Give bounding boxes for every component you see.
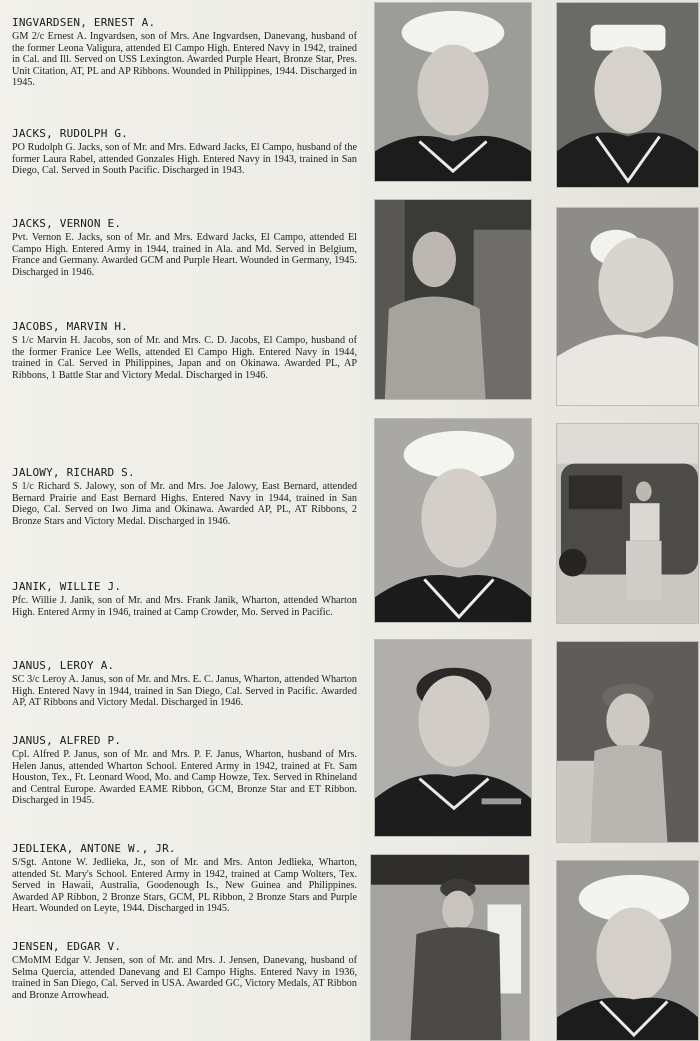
- portrait-photo-jacks-rudolph: [556, 2, 699, 188]
- entry-jacks-vernon: [12, 217, 357, 278]
- portrait-photo-janus-leroy: [374, 639, 532, 837]
- portrait-photo-jedlieka: [370, 854, 530, 1041]
- entry-jalowy: [12, 466, 357, 527]
- portrait-photo-ingvardsen: [374, 2, 532, 182]
- entry-body: GM 2/c Ernest A. Ingvardsen, son of Mrs. Ane Ingvardsen, Danevang, husband of the former Leona Valigura, attended El Campo High. Entered Navy in 1942, trained in Cal. and Ill. Served on USS Lexington. Awarded Purple Heart, Bronze Star, Pres. Unit Citation, AT, PL and AP Ribbons. Wounded in Philippines, 1944. Discharged in 1945.: [12, 31, 357, 89]
- entry-jensen: [12, 940, 357, 1001]
- entry-janik: [12, 580, 357, 618]
- portrait-photo-jacks-vernon: [374, 199, 532, 400]
- entry-body: S 1/c Richard S. Jalowy, son of Mr. and Mrs. Joe Jalowy, East Bernard, attended Bernard Prairie and East Bernard Highs. Entered Navy in 1944, trained in San Diego, Cal. Served on Iwo Jima and Okinawa. Awarded AP, PL, AT Ribbons, 2 Bronze Stars and Victory Medal. Discharged in 1946.: [12, 481, 357, 527]
- portrait-photo-jensen: [556, 860, 699, 1041]
- entry-name: JANUS, LEROY A.: [12, 659, 115, 672]
- entry-body: Cpl. Alfred P. Janus, son of Mr. and Mrs. P. F. Janus, Wharton, husband of Mrs. Helen Janus, attended Wharton School. Entered Army in 1942, trained at Ft. Sam Houston, Tex., Ft. Leonard Wood, Mo. and Camp Howze, Tex. Served in Rhineland and Central Europe. Awarded EAME Ribbon, GCM, Bronze Star and ET Ribbon. Discharged in 1945.: [12, 749, 357, 807]
- entry-body: PO Rudolph G. Jacks, son of Mr. and Mrs. Edward Jacks, El Campo, husband of the former Laura Rabel, attended Gonzales High. Entered Navy in 1943, trained in San Diego, Cal. Served in South Pacific. Discharged in 1943.: [12, 142, 357, 177]
- entry-name: JALOWY, RICHARD S.: [12, 466, 135, 479]
- entry-name: JACKS, VERNON E.: [12, 217, 122, 230]
- portrait-photo-jacobs: [556, 207, 699, 406]
- entry-name: INGVARDSEN, ERNEST A.: [12, 16, 156, 29]
- entry-name: JACKS, RUDOLPH G.: [12, 127, 128, 140]
- entry-body: S/Sgt. Antone W. Jedlieka, Jr., son of Mr. and Mrs. Anton Jedlieka, Wharton, attended St. Mary's School. Entered Army in 1942, trained at Camp Wolters, Tex. Served in Hawaii, Australia, Goodenough Is., New Guinea and Philippines. Awarded AP Ribbon, 2 Bronze Stars, GCM, PL Ribbon, 2 Bronze Stars and Purple Heart. Wounded on Leyte, 1944. Discharged in 1945.: [12, 857, 357, 915]
- portrait-photo-janus-alfred: [556, 641, 699, 843]
- entry-janus-leroy: [12, 659, 357, 709]
- entry-name: JEDLIEKA, ANTONE W., JR.: [12, 842, 176, 855]
- entry-jacks-rudolph: [12, 127, 357, 177]
- entry-body: Pfc. Willie J. Janik, son of Mr. and Mrs. Frank Janik, Wharton, attended Wharton High. Entered Army in 1946, trained at Camp Crowder, Mo. Served in Pacific.: [12, 595, 357, 618]
- entry-name: JACOBS, MARVIN H.: [12, 320, 128, 333]
- entry-ingvardsen: [12, 16, 357, 89]
- entry-body: CMoMM Edgar V. Jensen, son of Mr. and Mrs. J. Jensen, Danevang, husband of Selma Quercia, attended Danevang and El Campo Highs. Entered Navy in 1936, trained in San Diego, Cal. Served in USA. Awarded GC, Victory Medals, AT Ribbon and Bronze Arrowhead.: [12, 955, 357, 1001]
- portrait-photo-jalowy: [374, 418, 532, 623]
- photo-janik-with-car: [556, 423, 699, 624]
- entry-body: Pvt. Vernon E. Jacks, son of Mr. and Mrs. Edward Jacks, El Campo, attended El Campo High. Entered Army in 1944, trained in Ala. and Md. Served in Belgium, France and Germany. Awarded GCM and Purple Heart. Wounded in Germany, 1945. Discharged in 1946.: [12, 232, 357, 278]
- entry-name: JENSEN, EDGAR V.: [12, 940, 122, 953]
- entry-jedlieka: [12, 842, 357, 915]
- entry-jacobs: [12, 320, 357, 381]
- entry-name: JANUS, ALFRED P.: [12, 734, 122, 747]
- entry-body: S 1/c Marvin H. Jacobs, son of Mr. and Mrs. C. D. Jacobs, El Campo, husband of the former Franice Lee Wells, attended El Campo High. Entered Navy in 1944, trained in Cal. Served in Philippines, Japan and on Okinawa. Awarded PL, AP Ribbons, 1 Battle Star and Victory Medal. Discharged in 1946.: [12, 335, 357, 381]
- biography-column: [12, 0, 357, 1041]
- entry-janus-alfred: [12, 734, 357, 807]
- entry-name: JANIK, WILLIE J.: [12, 580, 122, 593]
- entry-body: SC 3/c Leroy A. Janus, son of Mr. and Mrs. E. C. Janus, Wharton, attended Wharton High. Entered Navy in 1944, trained in San Diego, Cal. Served in Pacific. Awarded AP, AT Ribbons and Victory Medal. Discharged in 1946.: [12, 674, 357, 709]
